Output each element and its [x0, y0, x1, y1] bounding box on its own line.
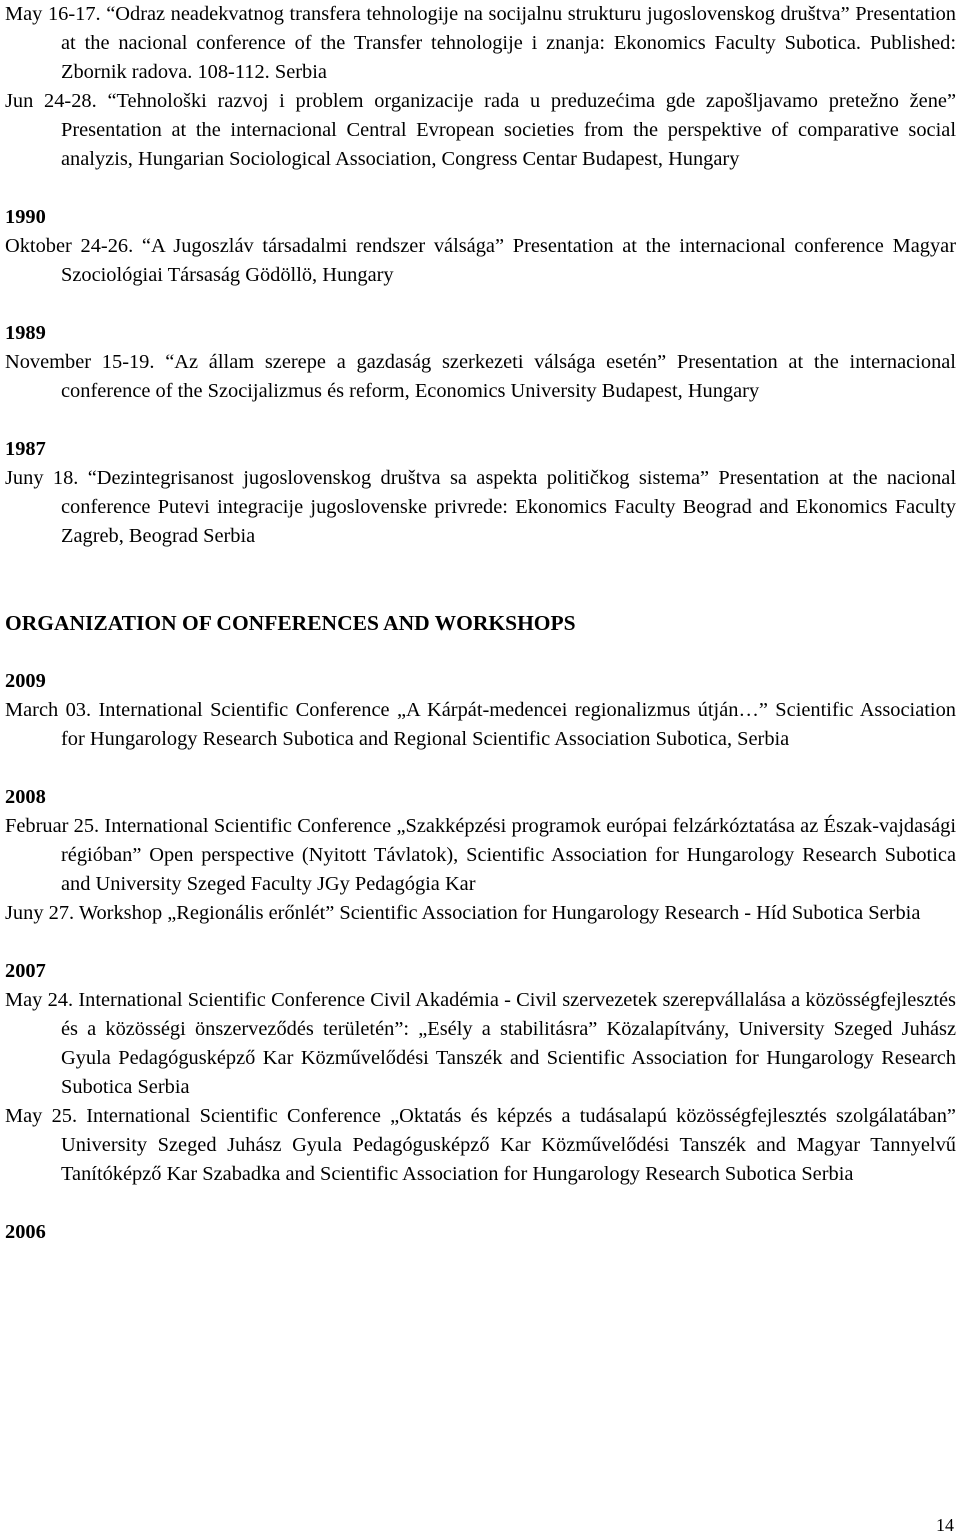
year-heading: 2009	[5, 670, 46, 692]
entry	[5, 986, 956, 1102]
entry-text: “Dezintegrisanost jugoslovenskog društva sa aspekta političkog sistema” Presentation at the nacional conference Putevi integracije jugoslovenske privrede: Ekonomics Faculty Beograd and Ekonomics Faculty Zagreb, Beograd Serbia	[61, 467, 956, 547]
document-content	[5, 0, 956, 1247]
year-heading: 2008	[5, 786, 46, 808]
spacer	[5, 638, 956, 667]
entry-text: International Scientific Conference Civil Akadémia - Civil szervezetek szerepvállalása a közösségfejlesztés és a közösségi önszerveződés területén”: „Esély a stabilitásra” Közalapítvány, University Szeged Juhász Gyula Pedagógusképző Kar Közművelődési Tanszék and Scientific Association for Hungarology Research Subotica Serbia	[61, 989, 956, 1098]
entry-date: Oktober 24-26.	[5, 235, 134, 257]
entry-text: International Scientific Conference „A Kárpát-medencei regionalizmus útján…” Scientific Association for Hungarology Research Subotica and Regional Scientific Association Subotica, Serbia	[61, 699, 956, 750]
spacer	[5, 290, 956, 319]
entry-date: May 25.	[5, 1105, 78, 1127]
entry	[5, 1102, 956, 1189]
entry-date: May 24.	[5, 989, 74, 1011]
year-heading: 1990	[5, 206, 46, 228]
entry	[5, 348, 956, 406]
entry-text: International Scientific Conference „Szakképzési programok európai felzárkóztatása az Észak-vajdasági régióban” Open perspective (Nyitott Távlatok), Scientific Association for Hungarology Research Subotica and University Szeged Faculty JGy Pedagógia Kar	[61, 815, 956, 895]
year-heading: 2006	[5, 1221, 46, 1243]
page-number: 14	[936, 1515, 954, 1535]
section-title: ORGANIZATION OF CONFERENCES AND WORKSHOPS	[5, 611, 576, 635]
entry	[5, 232, 956, 290]
spacer	[5, 1189, 956, 1218]
entry-text: “A Jugoszláv társadalmi rendszer válsága” Presentation at the internacional conference Magyar Szociológiai Társaság Gödöllö, Hungary	[61, 235, 956, 286]
entry-text: “Az állam szerepe a gazdaság szerkezeti válsága esetén” Presentation at the internacional conference of the Szocijalizmus és reform, Economics University Budapest, Hungary	[61, 351, 956, 402]
entry-date: Juny 27.	[5, 902, 75, 924]
entry	[5, 87, 956, 174]
spacer	[5, 754, 956, 783]
spacer	[5, 174, 956, 203]
entry	[5, 464, 956, 551]
entry	[5, 899, 956, 928]
entry-date: Juny 18.	[5, 467, 79, 489]
entry	[5, 696, 956, 754]
year-heading: 1989	[5, 322, 46, 344]
spacer	[5, 406, 956, 435]
entry-date: Jun 24-28.	[5, 90, 97, 112]
entry-date: May 16-17.	[5, 3, 101, 25]
year-heading: 1987	[5, 438, 46, 460]
entry-text: Workshop „Regionális erőnlét” Scientific Association for Hungarology Research - Híd Subotica Serbia	[78, 902, 921, 924]
year-heading: 2007	[5, 960, 46, 982]
spacer	[5, 928, 956, 957]
entry-date: Februar 25.	[5, 815, 100, 837]
entry	[5, 812, 956, 899]
entry-text: “Tehnološki razvoj i problem organizacije rada u preduzećima gde zapošljavamo pretežno žene” Presentation at the internacional Central Evropean societies from the perspektive of comparative social analyzis, Hungarian Sociological Association, Congress Centar Budapest, Hungary	[61, 90, 957, 170]
entry	[5, 0, 956, 87]
entry-date: November 15-19.	[5, 351, 155, 373]
spacer	[5, 551, 956, 609]
entry-text: International Scientific Conference „Oktatás és képzés a tudásalapú közösségfejlesztés szolgálatában” University Szeged Juhász Gyula Pedagógusképző Kar Közművelődési Tanszék and Magyar Tannyelvű Tanítóképző Kar Szabadka and Scientific Association for Hungarology Research Subotica Serbia	[61, 1105, 956, 1185]
entry-text: “Odraz neadekvatnog transfera tehnologije na socijalnu strukturu jugoslovenskog društva” Presentation at the nacional conference of the Transfer tehnologije i znanja: Ekonomics Faculty Subotica. Published: Zbornik radova. 108-112. Serbia	[61, 3, 956, 83]
entry-date: March 03.	[5, 699, 92, 721]
